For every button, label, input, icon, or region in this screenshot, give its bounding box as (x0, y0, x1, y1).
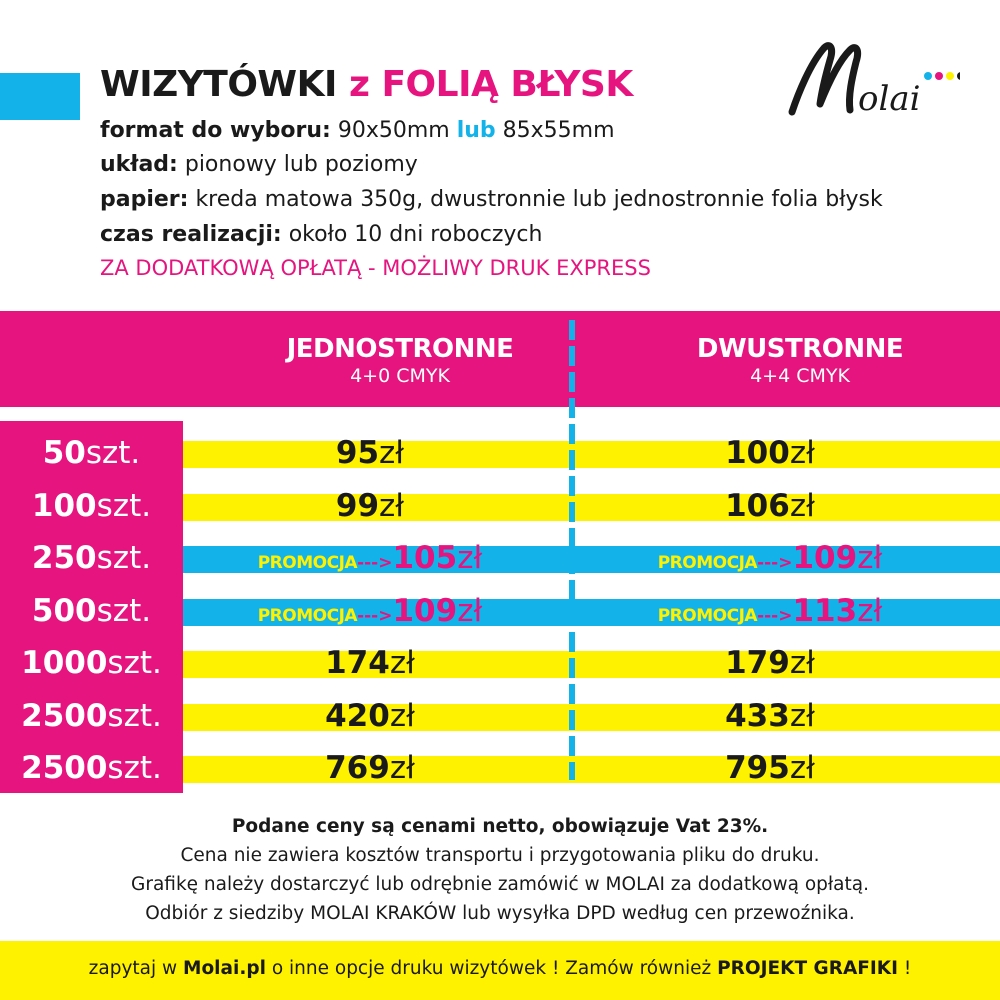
price-currency: zł (389, 698, 415, 734)
express-note: ZA DODATKOWĄ OPŁATĄ - MOŻLIWY DRUK EXPRESS (100, 256, 651, 280)
price-value: 769 (325, 750, 390, 786)
spec-format-value2: 85x55mm (495, 118, 615, 143)
quantity-label (0, 750, 183, 786)
price-currency: zł (457, 593, 483, 629)
price-single (185, 540, 555, 576)
column-divider (569, 320, 575, 780)
quantity-number: 1000 (21, 645, 108, 681)
price-value: 795 (725, 750, 790, 786)
quantity-number: 50 (42, 435, 86, 471)
spec-format (100, 118, 615, 143)
price-currency: zł (457, 540, 483, 576)
spec-time-value: około 10 dni roboczych (281, 222, 543, 247)
quantity-unit: szt. (107, 750, 162, 786)
spec-paper-value: kreda matowa 350g, dwustronnie lub jednostronnie folia błysk (188, 187, 883, 212)
price-value: 95 (335, 435, 380, 471)
quantity-unit: szt. (96, 540, 152, 576)
promo-label: PROMOCJA (657, 553, 758, 573)
price-single (185, 750, 555, 786)
footer-mid: o inne opcje druku wizytówek ! Zamów również (265, 958, 718, 979)
quantity-unit: szt. (107, 645, 162, 681)
price-value: 420 (325, 698, 390, 734)
spec-layout-label: układ: (100, 152, 178, 177)
logo-graphic (780, 34, 960, 124)
price-currency: zł (857, 540, 883, 576)
quantity-unit: szt. (96, 593, 152, 629)
molai-logo (780, 34, 960, 124)
price-value: 106 (725, 488, 790, 524)
price-currency: zł (857, 593, 883, 629)
quantity-label (0, 488, 183, 524)
price-single (185, 593, 555, 629)
quantity-number: 250 (31, 540, 97, 576)
price-value: 109 (392, 593, 458, 629)
price-currency: zł (789, 488, 815, 524)
quantity-number: 100 (31, 488, 97, 524)
price-single (185, 488, 555, 524)
promo-arrow: ---> (357, 553, 393, 573)
price-value: 433 (725, 698, 790, 734)
price-value: 100 (725, 435, 790, 471)
quantity-unit: szt. (85, 435, 141, 471)
price-currency: zł (789, 750, 815, 786)
price-value: 113 (792, 593, 858, 629)
footer-design-offer: PROJEKT GRAFIKI (717, 958, 899, 979)
quantity-number: 500 (31, 593, 97, 629)
price-value: 99 (335, 488, 380, 524)
column-header-single (260, 334, 540, 388)
quantity-unit: szt. (107, 698, 162, 734)
column-single-title: JEDNOSTRONNE (286, 334, 514, 364)
price-currency: zł (789, 698, 815, 734)
accent-block (0, 73, 80, 120)
price-value: 179 (725, 645, 790, 681)
quantity-label (0, 645, 183, 681)
spec-format-label: format do wyboru: (100, 118, 331, 143)
title-main: WIZYTÓWKI (100, 64, 349, 105)
promo-arrow: ---> (757, 606, 793, 626)
spec-format-or: lub (456, 118, 496, 143)
column-double-subtitle: 4+4 CMYK (750, 365, 850, 387)
footer-site-link[interactable]: Molai.pl (183, 958, 266, 979)
price-value: 105 (392, 540, 458, 576)
price-double (585, 488, 955, 524)
quantity-label (0, 540, 183, 576)
price-single (185, 645, 555, 681)
quantity-unit: szt. (96, 488, 152, 524)
price-value: 174 (325, 645, 390, 681)
promo-arrow: ---> (757, 553, 793, 573)
column-double-title: DWUSTRONNE (696, 334, 904, 364)
title-highlight: z FOLIĄ BŁYSK (348, 64, 633, 105)
logo-text: olai (858, 79, 921, 119)
spec-time (100, 222, 542, 247)
price-currency: zł (389, 750, 415, 786)
price-currency: zł (389, 645, 415, 681)
quantity-label (0, 698, 183, 734)
spec-layout (100, 152, 418, 177)
note-pickup: Odbiór z siedziby MOLAI KRAKÓW lub wysyłka DPD według cen przewoźnika. (145, 903, 855, 924)
price-value: 109 (792, 540, 858, 576)
promo-label: PROMOCJA (657, 606, 758, 626)
promo-label: PROMOCJA (257, 553, 358, 573)
footer-pre: zapytaj w (88, 958, 184, 979)
spec-paper (100, 187, 883, 212)
price-currency: zł (379, 435, 405, 471)
price-double (585, 435, 955, 471)
price-double (585, 645, 955, 681)
promo-arrow: ---> (357, 606, 393, 626)
price-double (585, 540, 955, 576)
spec-format-value1: 90x50mm (330, 118, 457, 143)
page-title (100, 64, 633, 105)
price-currency: zł (379, 488, 405, 524)
footer-text (0, 958, 1000, 979)
column-header-double (660, 334, 940, 388)
spec-time-label: czas realizacji: (100, 222, 282, 247)
footer-post: ! (898, 958, 912, 979)
column-single-subtitle: 4+0 CMYK (350, 365, 450, 387)
spec-layout-value: pionowy lub poziomy (177, 152, 418, 177)
spec-paper-label: papier: (100, 187, 189, 212)
quantity-number: 2500 (21, 698, 108, 734)
price-single (185, 435, 555, 471)
price-double (585, 593, 955, 629)
note-graphics: Grafikę należy dostarczyć lub odrębnie zamówić w MOLAI za dodatkową opłatą. (131, 874, 869, 895)
quantity-label (0, 435, 183, 471)
price-double (585, 750, 955, 786)
promo-label: PROMOCJA (257, 606, 358, 626)
quantity-number: 2500 (21, 750, 108, 786)
price-currency: zł (789, 435, 815, 471)
quantity-label (0, 593, 183, 629)
price-double (585, 698, 955, 734)
price-currency: zł (789, 645, 815, 681)
note-vat: Podane ceny są cenami netto, obowiązuje Vat 23%. (231, 816, 769, 837)
price-single (185, 698, 555, 734)
note-transport: Cena nie zawiera kosztów transportu i przygotowania pliku do druku. (180, 845, 820, 866)
